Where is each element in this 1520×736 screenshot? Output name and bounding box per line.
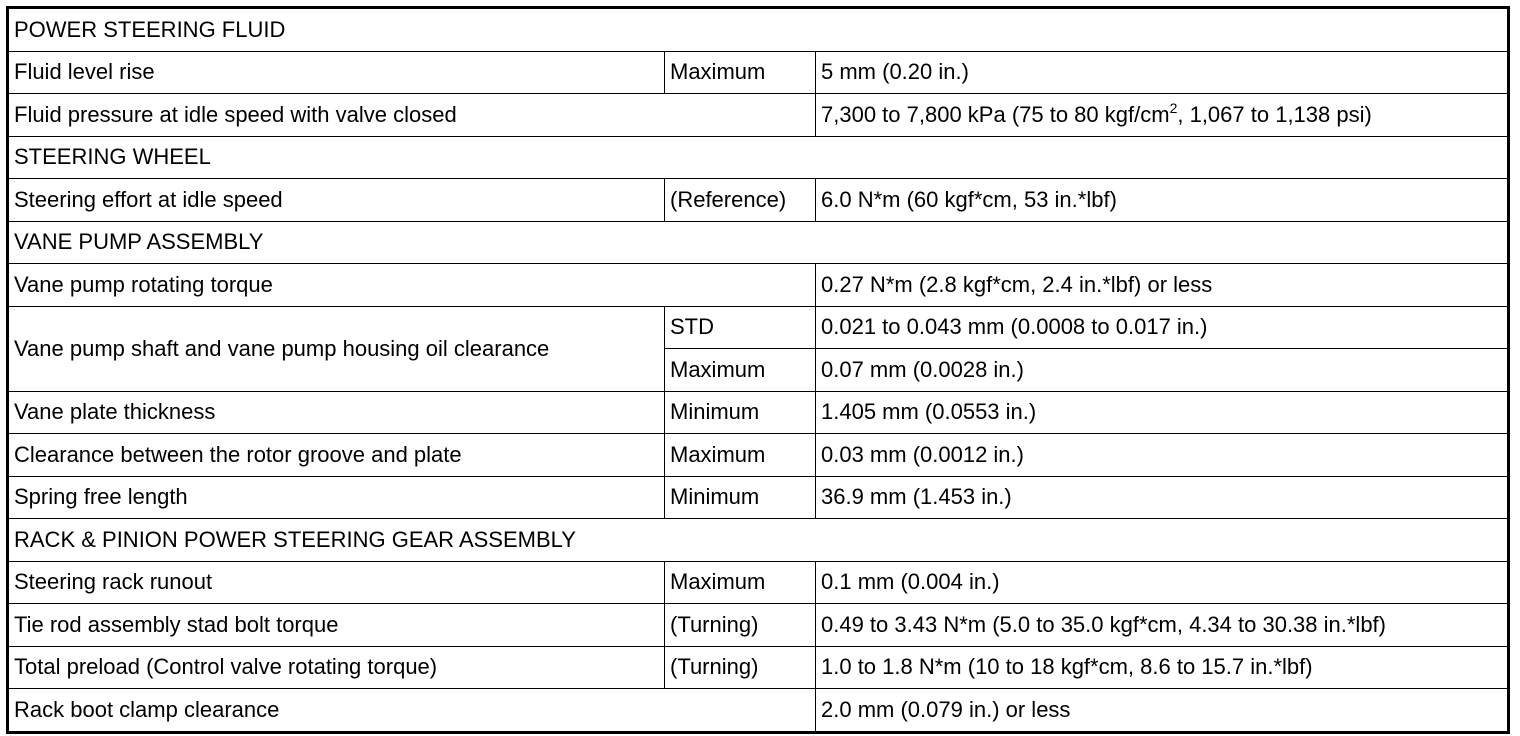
spec-row — [8, 434, 1509, 477]
spec-value: 36.9 mm (1.453 in.) — [816, 476, 1509, 519]
spec-condition: Minimum — [665, 391, 816, 434]
spec-row — [8, 561, 1509, 604]
spec-item: Vane plate thickness — [8, 391, 665, 434]
spec-condition: Maximum — [665, 434, 816, 477]
section-title: STEERING WHEEL — [8, 136, 1509, 179]
spec-item: Vane pump shaft and vane pump housing oil clearance — [8, 306, 665, 391]
spec-condition: Maximum — [665, 51, 816, 94]
spec-row — [8, 476, 1509, 519]
section-title: VANE PUMP ASSEMBLY — [8, 221, 1509, 264]
spec-item: Vane pump rotating torque — [8, 264, 816, 307]
spec-value-part: 7,300 to 7,800 kPa (75 to 80 kgf/cm — [821, 101, 1170, 127]
superscript: 2 — [1169, 99, 1178, 116]
spec-value: 6.0 N*m (60 kgf*cm, 53 in.*lbf) — [816, 179, 1509, 222]
spec-condition: (Turning) — [665, 646, 816, 689]
section-header-row — [8, 221, 1509, 264]
spec-row — [8, 604, 1509, 647]
spec-value: 0.27 N*m (2.8 kgf*cm, 2.4 in.*lbf) or less — [816, 264, 1509, 307]
spec-value: 0.07 mm (0.0028 in.) — [816, 349, 1509, 392]
spec-condition: Minimum — [665, 476, 816, 519]
spec-row — [8, 264, 1509, 307]
spec-item: Fluid level rise — [8, 51, 665, 94]
specification-table — [6, 6, 1510, 734]
spec-item: Rack boot clamp clearance — [8, 689, 816, 733]
spec-value: 1.405 mm (0.0553 in.) — [816, 391, 1509, 434]
spec-value: 0.49 to 3.43 N*m (5.0 to 35.0 kgf*cm, 4.34 to 30.38 in.*lbf) — [816, 604, 1509, 647]
section-title: POWER STEERING FLUID — [8, 8, 1509, 52]
spec-value: 5 mm (0.20 in.) — [816, 51, 1509, 94]
spec-item: Tie rod assembly stad bolt torque — [8, 604, 665, 647]
spec-row — [8, 689, 1509, 733]
spec-row — [8, 51, 1509, 94]
spec-condition: (Turning) — [665, 604, 816, 647]
spec-row — [8, 306, 1509, 349]
spec-item: Fluid pressure at idle speed with valve closed — [8, 94, 816, 137]
spec-value: 0.03 mm (0.0012 in.) — [816, 434, 1509, 477]
spec-value: 0.021 to 0.043 mm (0.0008 to 0.017 in.) — [816, 306, 1509, 349]
spec-value — [816, 94, 1509, 137]
spec-value: 1.0 to 1.8 N*m (10 to 18 kgf*cm, 8.6 to 15.7 in.*lbf) — [816, 646, 1509, 689]
spec-condition: (Reference) — [665, 179, 816, 222]
section-header-row — [8, 136, 1509, 179]
spec-row — [8, 646, 1509, 689]
spec-item: Clearance between the rotor groove and plate — [8, 434, 665, 477]
spec-item: Steering effort at idle speed — [8, 179, 665, 222]
spec-value-part: , 1,067 to 1,138 psi) — [1177, 101, 1372, 127]
section-title: RACK & PINION POWER STEERING GEAR ASSEMBLY — [8, 519, 1509, 562]
spec-value: 0.1 mm (0.004 in.) — [816, 561, 1509, 604]
spec-value: 2.0 mm (0.079 in.) or less — [816, 689, 1509, 733]
spec-row — [8, 391, 1509, 434]
spec-row — [8, 94, 1509, 137]
spec-condition: STD — [665, 306, 816, 349]
section-header-row — [8, 519, 1509, 562]
spec-condition: Maximum — [665, 561, 816, 604]
spec-item: Steering rack runout — [8, 561, 665, 604]
spec-condition: Maximum — [665, 349, 816, 392]
section-header-row — [8, 8, 1509, 52]
spec-item: Spring free length — [8, 476, 665, 519]
spec-row — [8, 179, 1509, 222]
spec-item: Total preload (Control valve rotating torque) — [8, 646, 665, 689]
